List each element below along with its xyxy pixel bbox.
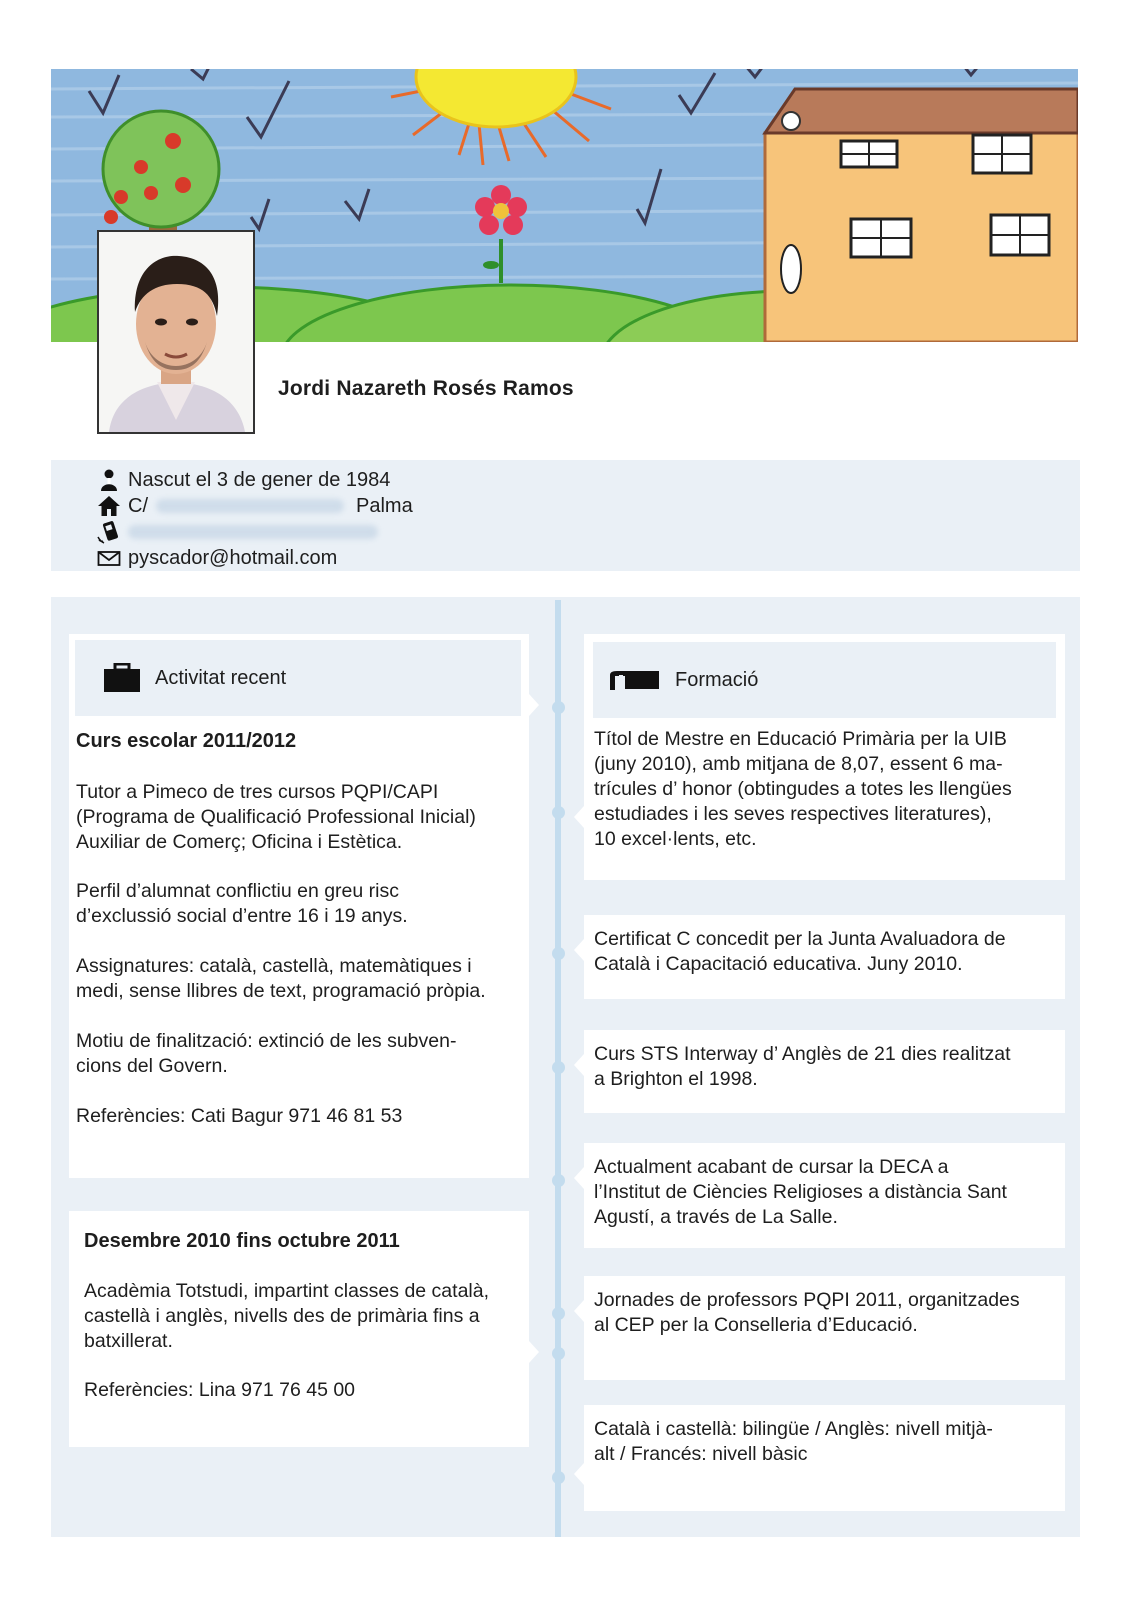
address-city: Palma — [356, 494, 413, 517]
experience-card — [69, 1211, 529, 1447]
house-drawing — [765, 89, 1078, 342]
person-name: Jordi Nazareth Rosés Ramos — [278, 377, 574, 400]
experience-title: Curs escolar 2011/2012 — [76, 730, 297, 752]
timeline-dot — [552, 701, 565, 714]
email-text[interactable]: pyscador@hotmail.com — [128, 546, 338, 569]
education-card — [584, 634, 1065, 880]
experience-paragraph: Motiu de finalització: extinció de les subven- cions del Govern. — [76, 1030, 457, 1077]
timeline-dot — [552, 1307, 565, 1320]
education-card — [584, 1276, 1065, 1380]
experience-title: Desembre 2010 fins octubre 2011 — [84, 1230, 400, 1252]
experience-paragraph: Assignatures: català, castellà, matemàtiques i medi, sense llibres de text, programació pròpia. — [76, 955, 486, 1002]
phone-row — [97, 520, 378, 544]
email-row — [97, 546, 337, 570]
experience-paragraph: Tutor a Pimeco de tres cursos PQPI/CAPI (Programa de Qualificació Professional Inicial) Auxiliar de Comerç; Oficina i Estètica. — [76, 781, 476, 853]
education-entry: Certificat C concedit per la Junta Avaluadora de Català i Capacitació educativa. Juny 2010. — [594, 928, 1006, 975]
education-entry: Actualment acabant de cursar la DECA a l’Institut de Ciències Religioses a distància Sant Agustí, a través de La Salle. — [594, 1156, 1007, 1228]
experience-paragraph: Perfil d’alumnat conflictiu en greu risc d’exclussió social d’entre 16 i 19 anys. — [76, 880, 408, 927]
education-title: Formació — [675, 668, 759, 691]
timeline-dot — [552, 806, 565, 819]
address-row — [97, 494, 413, 518]
contact-info — [51, 460, 1080, 571]
home-icon — [97, 494, 121, 518]
education-card — [584, 1143, 1065, 1248]
education-entry: Català i castellà: bilingüe / Anglès: nivell mitjà- alt / Francés: nivell bàsic — [594, 1418, 993, 1465]
profile-photo — [97, 230, 255, 434]
recent-activity-header — [75, 640, 521, 716]
education-card — [584, 915, 1065, 999]
person-icon — [97, 468, 121, 492]
graduation-cap-icon — [607, 668, 661, 692]
timeline-dot — [552, 1471, 565, 1484]
timeline-dot — [552, 1061, 565, 1074]
address-prefix: C/ — [128, 494, 148, 517]
experience-paragraph: Referències: Cati Bagur 971 46 81 53 — [76, 1105, 403, 1127]
timeline-dot — [552, 1174, 565, 1187]
timeline-dot — [552, 1347, 565, 1360]
phone-icon — [97, 520, 121, 544]
experience-paragraph: Acadèmia Totstudi, impartint classes de català, castellà i anglès, nivells des de primària fins a batxillerat. — [84, 1280, 490, 1352]
education-card — [584, 1030, 1065, 1113]
recent-activity-title: Activitat recent — [155, 666, 287, 689]
education-card — [584, 1405, 1065, 1511]
experience-card — [69, 634, 529, 1178]
redacted-street — [156, 499, 344, 513]
education-entry: Títol de Mestre en Educació Primària per la UIB (juny 2010), amb mitjana de 8,07, essent 6 ma- trícules d’ honor (obtingudes a totes les llengües estudiades i les seves respectives literatures), 10 excel·lents, etc. — [594, 728, 1012, 850]
timeline-dot — [552, 947, 565, 960]
experience-paragraph: Referències: Lina 971 76 45 00 — [84, 1379, 356, 1401]
envelope-icon — [97, 546, 121, 570]
briefcase-icon — [103, 663, 141, 693]
birth-text: Nascut el 3 de gener de 1984 — [128, 468, 391, 491]
education-header — [593, 642, 1056, 718]
redacted-phone — [128, 525, 378, 539]
education-entry: Curs STS Interway d’ Anglès de 21 dies realitzat a Brighton el 1998. — [594, 1043, 1011, 1090]
education-entry: Jornades de professors PQPI 2011, organitzades al CEP per la Conselleria d’Educació. — [594, 1289, 1020, 1336]
birth-row — [97, 468, 390, 492]
